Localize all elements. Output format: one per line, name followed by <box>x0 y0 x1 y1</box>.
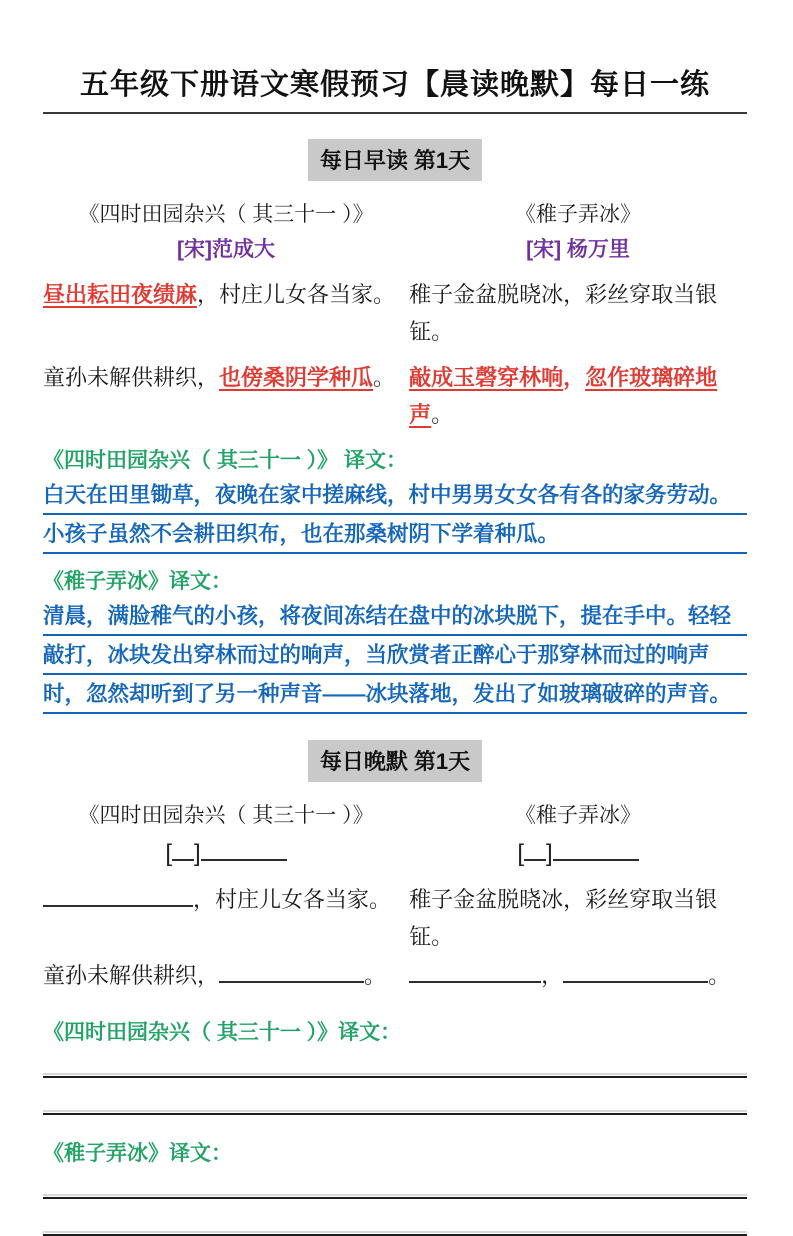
poem1-line1-rest: ，村庄儿女各当家。 <box>197 282 396 307</box>
poem2-line2-highlight1: 敲成玉磬穿林响 <box>409 365 564 390</box>
translation2-line2: 敲打，冰块发出穿林而过的响声，当欣赏者正醉心于那穿林而过的响声 <box>43 638 747 675</box>
poem2-line2 <box>409 359 747 433</box>
poem2-line1 <box>409 276 747 350</box>
poem1-line1-highlight: 昼出耘田夜绩麻 <box>43 282 198 307</box>
translation1-header: 《四时田园杂兴（ 其三十一 ）》 译文： <box>43 449 408 472</box>
evening-dictation-section <box>43 740 747 1236</box>
poem1-fill-line1 <box>43 881 409 955</box>
poem1-line1 <box>43 276 409 350</box>
bracket-close: ] <box>194 840 201 867</box>
bracket-open: [ <box>517 840 525 867</box>
dictation-translation1-header: 《四时田园杂兴（ 其三十一 ）》译文： <box>43 1021 402 1044</box>
poem2-line2-comma: ， <box>563 365 586 390</box>
poem1-line2-start: 童孙未解供耕织， <box>43 365 220 390</box>
author-blanks-row <box>43 837 747 871</box>
fill-period: 。 <box>708 963 731 988</box>
verse-blank-field <box>219 959 364 983</box>
bracket-open: [ <box>165 840 173 867</box>
verse-blank-field <box>409 959 541 983</box>
poem2-line2-highlight2: 忽作玻璃碎地声 <box>409 365 718 427</box>
translation2-line3: 时，忽然却听到了另一种声音——冰块落地，发出了如玻璃破碎的声音。 <box>43 677 747 714</box>
fill-period: 。 <box>364 963 387 988</box>
answer-line <box>43 1076 747 1078</box>
title-divider <box>43 112 747 114</box>
poem-titles-row <box>43 198 747 228</box>
poem2-line2-period: 。 <box>431 402 454 427</box>
dictation-translation2-header: 《稚子弄冰》译文： <box>43 1142 232 1165</box>
poem1-line2 <box>43 359 409 433</box>
translation2-line1: 清晨，满脸稚气的小孩，将夜间冻结在盘中的冰块脱下，提在手中。轻轻 <box>43 599 747 636</box>
poem2-title: 《稚子弄冰》 <box>515 203 642 226</box>
poem1-author: [宋]范成大 <box>177 238 276 261</box>
morning-header-wrap <box>43 139 747 181</box>
dictation-poem2-title: 《稚子弄冰》 <box>515 804 642 827</box>
answer-line <box>43 1113 747 1115</box>
poem1-fill-line2-start: 童孙未解供耕织， <box>43 963 220 988</box>
poem-line2-row <box>43 359 747 433</box>
morning-reading-section <box>43 139 747 714</box>
fill-line1-row <box>43 881 747 955</box>
dictation-poem1-title: 《四时田园杂兴（ 其三十一 ）》 <box>78 804 374 827</box>
evening-header-wrap <box>43 740 747 782</box>
answer-line <box>43 1197 747 1199</box>
poem2-author-blank <box>409 837 747 871</box>
poem2-line1-text: 稚子金盆脱晓冰，彩丝穿取当银钲。 <box>409 282 718 344</box>
poem2-fill-line2 <box>409 957 747 994</box>
dictation-poem-titles-row <box>43 799 747 829</box>
poem1-fill-line2 <box>43 957 409 994</box>
evening-section-header: 每日晚默 第1天 <box>308 740 482 782</box>
translation1-line1: 白天在田里锄草，夜晚在家中搓麻线，村中男男女女各有各的家务劳动。 <box>43 478 747 515</box>
poem1-line2-period: 。 <box>373 365 396 390</box>
translation2-header: 《稚子弄冰》译文： <box>43 570 232 593</box>
poem-line1-row <box>43 276 747 350</box>
fill-line2-row <box>43 957 747 994</box>
poem2-author: [宋] 杨万里 <box>526 238 630 261</box>
verse-blank-field <box>43 883 193 907</box>
verse-blank-field <box>563 959 708 983</box>
poem1-author-blank <box>43 837 409 871</box>
poem2-fill-line1-text: 稚子金盆脱晓冰，彩丝穿取当银钲。 <box>409 887 718 949</box>
bracket-close: ] <box>546 840 553 867</box>
fill-comma: ， <box>541 963 564 988</box>
poem1-title: 《四时田园杂兴（ 其三十一 ）》 <box>78 203 374 226</box>
author-name-blank-field <box>553 837 639 861</box>
page-title: 五年级下册语文寒假预习【晨读晚默】每日一练 <box>79 69 710 101</box>
dynasty-blank-field <box>172 837 194 861</box>
poem1-fill-line1-rest: ，村庄儿女各当家。 <box>193 887 392 912</box>
poem-authors-row <box>43 233 747 263</box>
poem2-fill-line1 <box>409 881 747 955</box>
dynasty-blank-field <box>524 837 546 861</box>
author-name-blank-field <box>201 837 287 861</box>
morning-section-header: 每日早读 第1天 <box>308 139 482 181</box>
translation1-line2: 小孩子虽然不会耕田织布，也在那桑树阴下学着种瓜。 <box>43 517 747 554</box>
poem1-line2-highlight: 也傍桑阴学种瓜 <box>219 365 374 390</box>
